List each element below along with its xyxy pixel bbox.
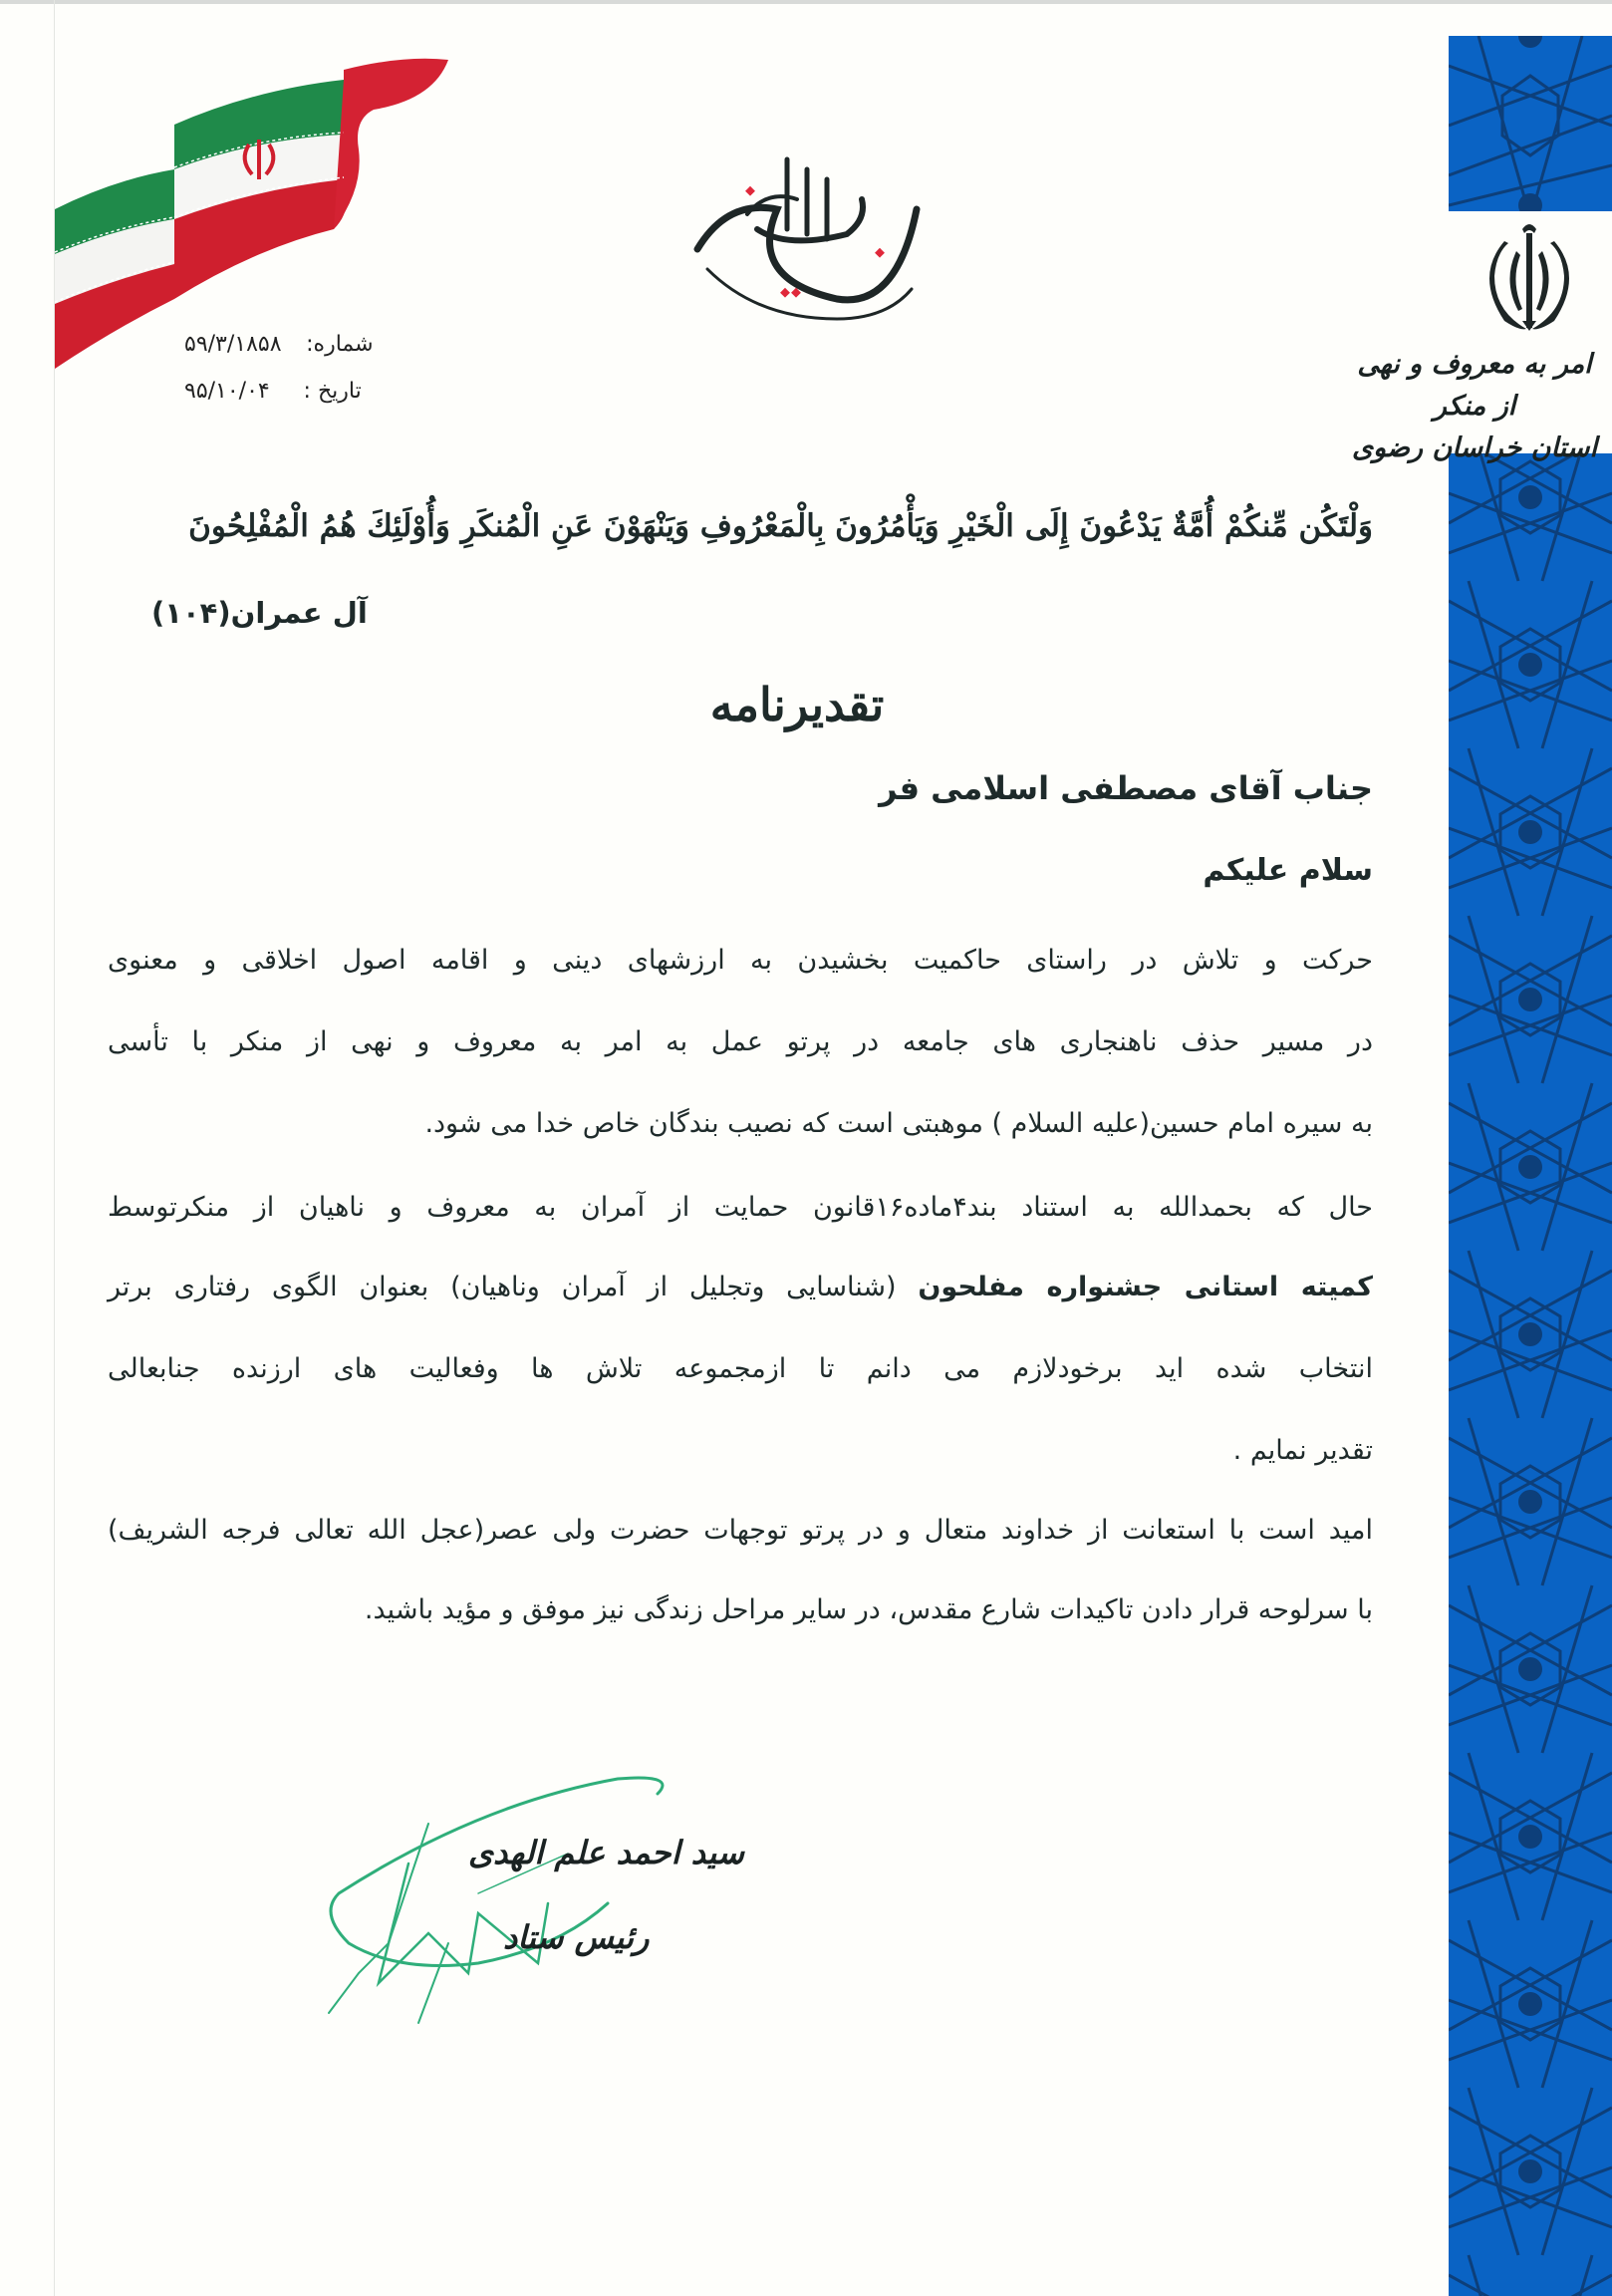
body-line: در مسیر حذف ناهنجاری های جامعه در پرتو عمل به امر به معروف و نهی از منکر با تأسی [108, 1026, 1373, 1057]
body-line: امید است با استعانت از خداوند متعال و در پرتو توجهات حضرت ولی عصر(عجل الله تعالی فرجه الشریف) [108, 1515, 1373, 1546]
festival-name: کمیته استانی جشنواره مفلحون [918, 1272, 1373, 1302]
body-line: حرکت و تلاش در راستای حاکمیت بخشیدن به ارزشهای دینی و اقامه اصول اخلاقی و معنوی [108, 945, 1373, 976]
body-line: با سرلوحه قرار دادن تاکیدات شارع مقدس، در سایر مراحل زندگی نیز موفق و مؤید باشید. [364, 1594, 1373, 1625]
festival-description: (شناسایی وتجلیل از آمران وناهیان) بعنوان الگوی رفتاری برتر [108, 1272, 897, 1302]
recipient-name: جناب آقای مصطفی اسلامی فر [879, 769, 1373, 807]
iran-flag-icon [55, 30, 473, 369]
body-line: به سیره امام حسین(علیه السلام ) موهبتی است که نصیب بندگان خاص خدا می شود. [424, 1108, 1373, 1139]
pattern-dot [1518, 1322, 1542, 1346]
geometric-pattern-icon [1449, 453, 1612, 2296]
pattern-dot [1518, 1490, 1542, 1514]
pattern-dot [1518, 2159, 1542, 2183]
organization-line-2: استان خراسان رضوی [1352, 432, 1597, 463]
letter-number [184, 332, 374, 357]
letter-date-value: ۹۵/۱۰/۰۴ [184, 379, 270, 404]
letter-date [184, 379, 362, 404]
organization-line-1: امر به معروف و نهی از منکر [1357, 349, 1592, 422]
organization-name [1345, 344, 1604, 469]
pattern-dot [1518, 1155, 1542, 1179]
body-line: تقدیر نمایم . [1232, 1435, 1373, 1466]
pattern-dot [1518, 485, 1542, 509]
pattern-dot [1518, 820, 1542, 844]
letter-number-value: ۵۹/۳/۱۸۵۸ [184, 332, 282, 357]
scan-top-edge [0, 0, 1612, 4]
body-line: حال که بحمدالله به استناد بند۴ماده۱۶قانون حمایت از آمران به معروف و ناهیان از منکرتوسط [108, 1192, 1373, 1223]
signatory-title: رئیس ستاد [503, 1918, 650, 1956]
pattern-dot [1518, 988, 1542, 1011]
letter-title: تقدیرنامه [709, 678, 885, 731]
quran-verse: وَلْتَكُن مِّنكُمْ أُمَّةٌ يَدْعُونَ إِلَى الْخَيْرِ وَيَأْمُرُونَ بِالْمَعْرُوفِ وَيَنْهَوْنَ عَنِ الْمُنكَرِ وَأُوْلَئِكَ هُمُ الْمُفْلِحُونَ [188, 508, 1373, 544]
pattern-dot [1518, 653, 1542, 677]
decorative-pattern-strip-top [1449, 36, 1612, 211]
letter-date-label: تاریخ : [303, 379, 362, 404]
basmala-calligraphy [687, 140, 927, 339]
iran-emblem-icon [1465, 211, 1594, 341]
pattern-dot [1518, 1992, 1542, 2016]
signatory-name: سید احمد علم الهدی [468, 1834, 744, 1871]
handwritten-signature [319, 1764, 717, 2043]
verse-reference: آل عمران(۱۰۴) [151, 596, 368, 630]
greeting: سلام علیکم [1203, 853, 1373, 888]
geometric-pattern-icon [1449, 36, 1612, 211]
pattern-dot [1518, 1825, 1542, 1849]
body-line [108, 1272, 1373, 1302]
letter-number-label: شماره: [306, 332, 374, 357]
pattern-dot [1518, 1657, 1542, 1681]
body-line: انتخاب شده اید برخودلازم می دانم تا ازمجموعه تلاش ها وفعالیت های ارزنده جنابعالی [108, 1353, 1373, 1384]
decorative-pattern-strip-bottom [1449, 453, 1612, 2296]
